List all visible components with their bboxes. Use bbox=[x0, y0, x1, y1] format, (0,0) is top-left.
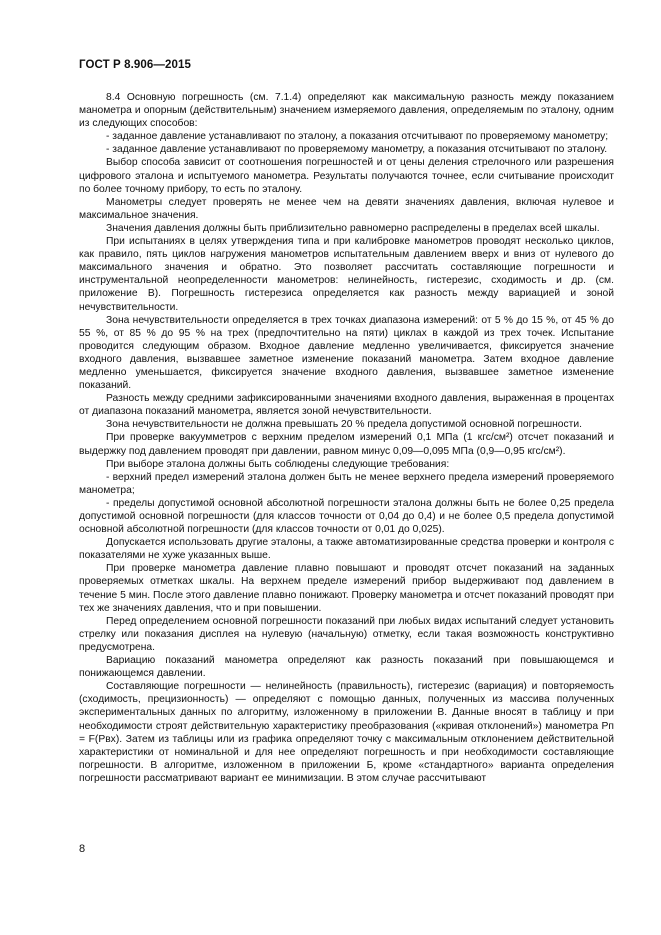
paragraph: Выбор способа зависит от соотношения погрешностей и от цены деления стрелочного или разрешения цифрового эталона и испытуемого манометра. Результаты получаются точнее, если считывание происходит по более точному прибору, то есть по эталону. bbox=[79, 157, 614, 195]
list-item: - заданное давление устанавливают по эталону, а показания отсчитывают по проверяемому манометру; bbox=[106, 131, 609, 143]
document-body bbox=[79, 91, 614, 785]
paragraph: Допускается использовать другие эталоны, а также автоматизированные средства проверки и контроля с показателями не хуже указанных выше. bbox=[79, 537, 614, 562]
paragraph: Составляющие погрешности — нелинейность (правильность), гистерезис (вариация) и повторяемость (сходимость, прецизионность) — определяют с помощью данных, полученных из массива полученных экспериментальных данных по алгоритму, изложенному в приложении В. Данные вносят в таблицу и при необходимости строят действительную характеристику преобразования («кривая отклонений») манометра Pп = F(Pвх). Затем из таблицы или из графика определяют точку с максимальным отклонением действительной характеристики от номинальной и для нее определяют погрешность и при необходимости составляющие погрешности. В алгоритме, изложенном в приложении Б, кроме «стандартного» варианта определения погрешности рассматривают вариант ее минимизации. В этом случае рассчитывают bbox=[79, 681, 614, 784]
paragraph: При проверке вакуумметров с верхним пределом измерений 0,1 МПа (1 кгс/см²) отсчет показаний и выдержку под давлением проводят при давлении, равном минус 0,09—0,095 МПа (0,9—0,95 кгс/см²). bbox=[79, 432, 614, 457]
paragraph: При проверке манометра давление плавно повышают и проводят отсчет показаний на заданных проверяемых отметках шкалы. На верхнем пределе измерений прибор выдерживают под давлением в течение 5 мин. После этого давление плавно понижают. Проверку манометра и отсчет показаний проводят при тех же значениях давления, что и при повышении. bbox=[79, 563, 614, 614]
paragraph: 8.4 Основную погрешность (см. 7.1.4) определяют как максимальную разность между показанием манометра и опорным (действительным) значением измеряемого давления, определяемым по эталону, одним из следующих способов: bbox=[79, 92, 614, 130]
paragraph: Разность между средними зафиксированными значениями входного давления, выраженная в процентах от диапазона показаний манометра, является зоной нечувствительности. bbox=[79, 393, 614, 418]
paragraph: Вариацию показаний манометра определяют как разность показаний при повышающемся и понижающемся давлении. bbox=[79, 655, 614, 680]
list-item: - заданное давление устанавливают по проверяемому манометру, а показания отсчитывают по эталону. bbox=[106, 144, 608, 156]
paragraph: Перед определением основной погрешности показаний при любых видах испытаний следует установить стрелку или показания дисплея на нулевую (начальную) отметку, если такая возможность конструктивно предусмотрена. bbox=[79, 615, 614, 653]
paragraph: Манометры следует проверять не менее чем на девяти значениях давления, включая нулевое и максимальное значения. bbox=[79, 196, 614, 221]
paragraph: Зона нечувствительности не должна превышать 20 % предела допустимой основной погрешности. bbox=[106, 419, 582, 431]
paragraph: При испытаниях в целях утверждения типа и при калибровке манометров проводят несколько циклов, как правило, пять циклов нагружения манометров испытательным давлением вверх и вниз от нулевого до максимального значения и обратно. Это позволяет рассчитать составляющие погрешности и инструментальной неопределенности манометров: нелинейность, гистерезис, сходимость и др. (см. приложение В). Погрешность гистерезиса определяется как разность между вариацией и зоной нечувствительности. bbox=[79, 236, 614, 313]
document-header: ГОСТ Р 8.906—2015 bbox=[79, 59, 191, 71]
paragraph: Значения давления должны быть приблизительно равномерно распределены в пределах всей шкалы. bbox=[106, 222, 600, 234]
paragraph: Зона нечувствительности определяется в трех точках диапазона измерений: от 5 % до 15 %, от 45 % до 55 %, от 85 % до 95 % на трех (предпочтительно на пяти) циклах в каждой из трех точек. Испытание проводится следующим образом. Входное давление медленно увеличивается, фиксируется значение входного давления, вызвавшее заметное изменение показаний манометра. Затем входное давление медленно уменьшается, фиксируется значение входного давления, вызвавшее заметное изменение показаний. bbox=[79, 314, 614, 392]
page-number: 8 bbox=[79, 843, 86, 855]
paragraph: При выборе эталона должны быть соблюдены следующие требования: bbox=[106, 458, 450, 470]
list-item: - пределы допустимой основной абсолютной погрешности эталона должны быть не более 0,25 предела допустимой основной погрешности (для классов точности от 0,04 до 0,4) и не более 0,5 предела допустимой основной абсолютной погрешности (для классов точности от 0,01 до 0,025). bbox=[79, 497, 614, 536]
list-item: - верхний предел измерений эталона должен быть не менее верхнего предела измерений проверяемого манометра; bbox=[79, 471, 614, 496]
